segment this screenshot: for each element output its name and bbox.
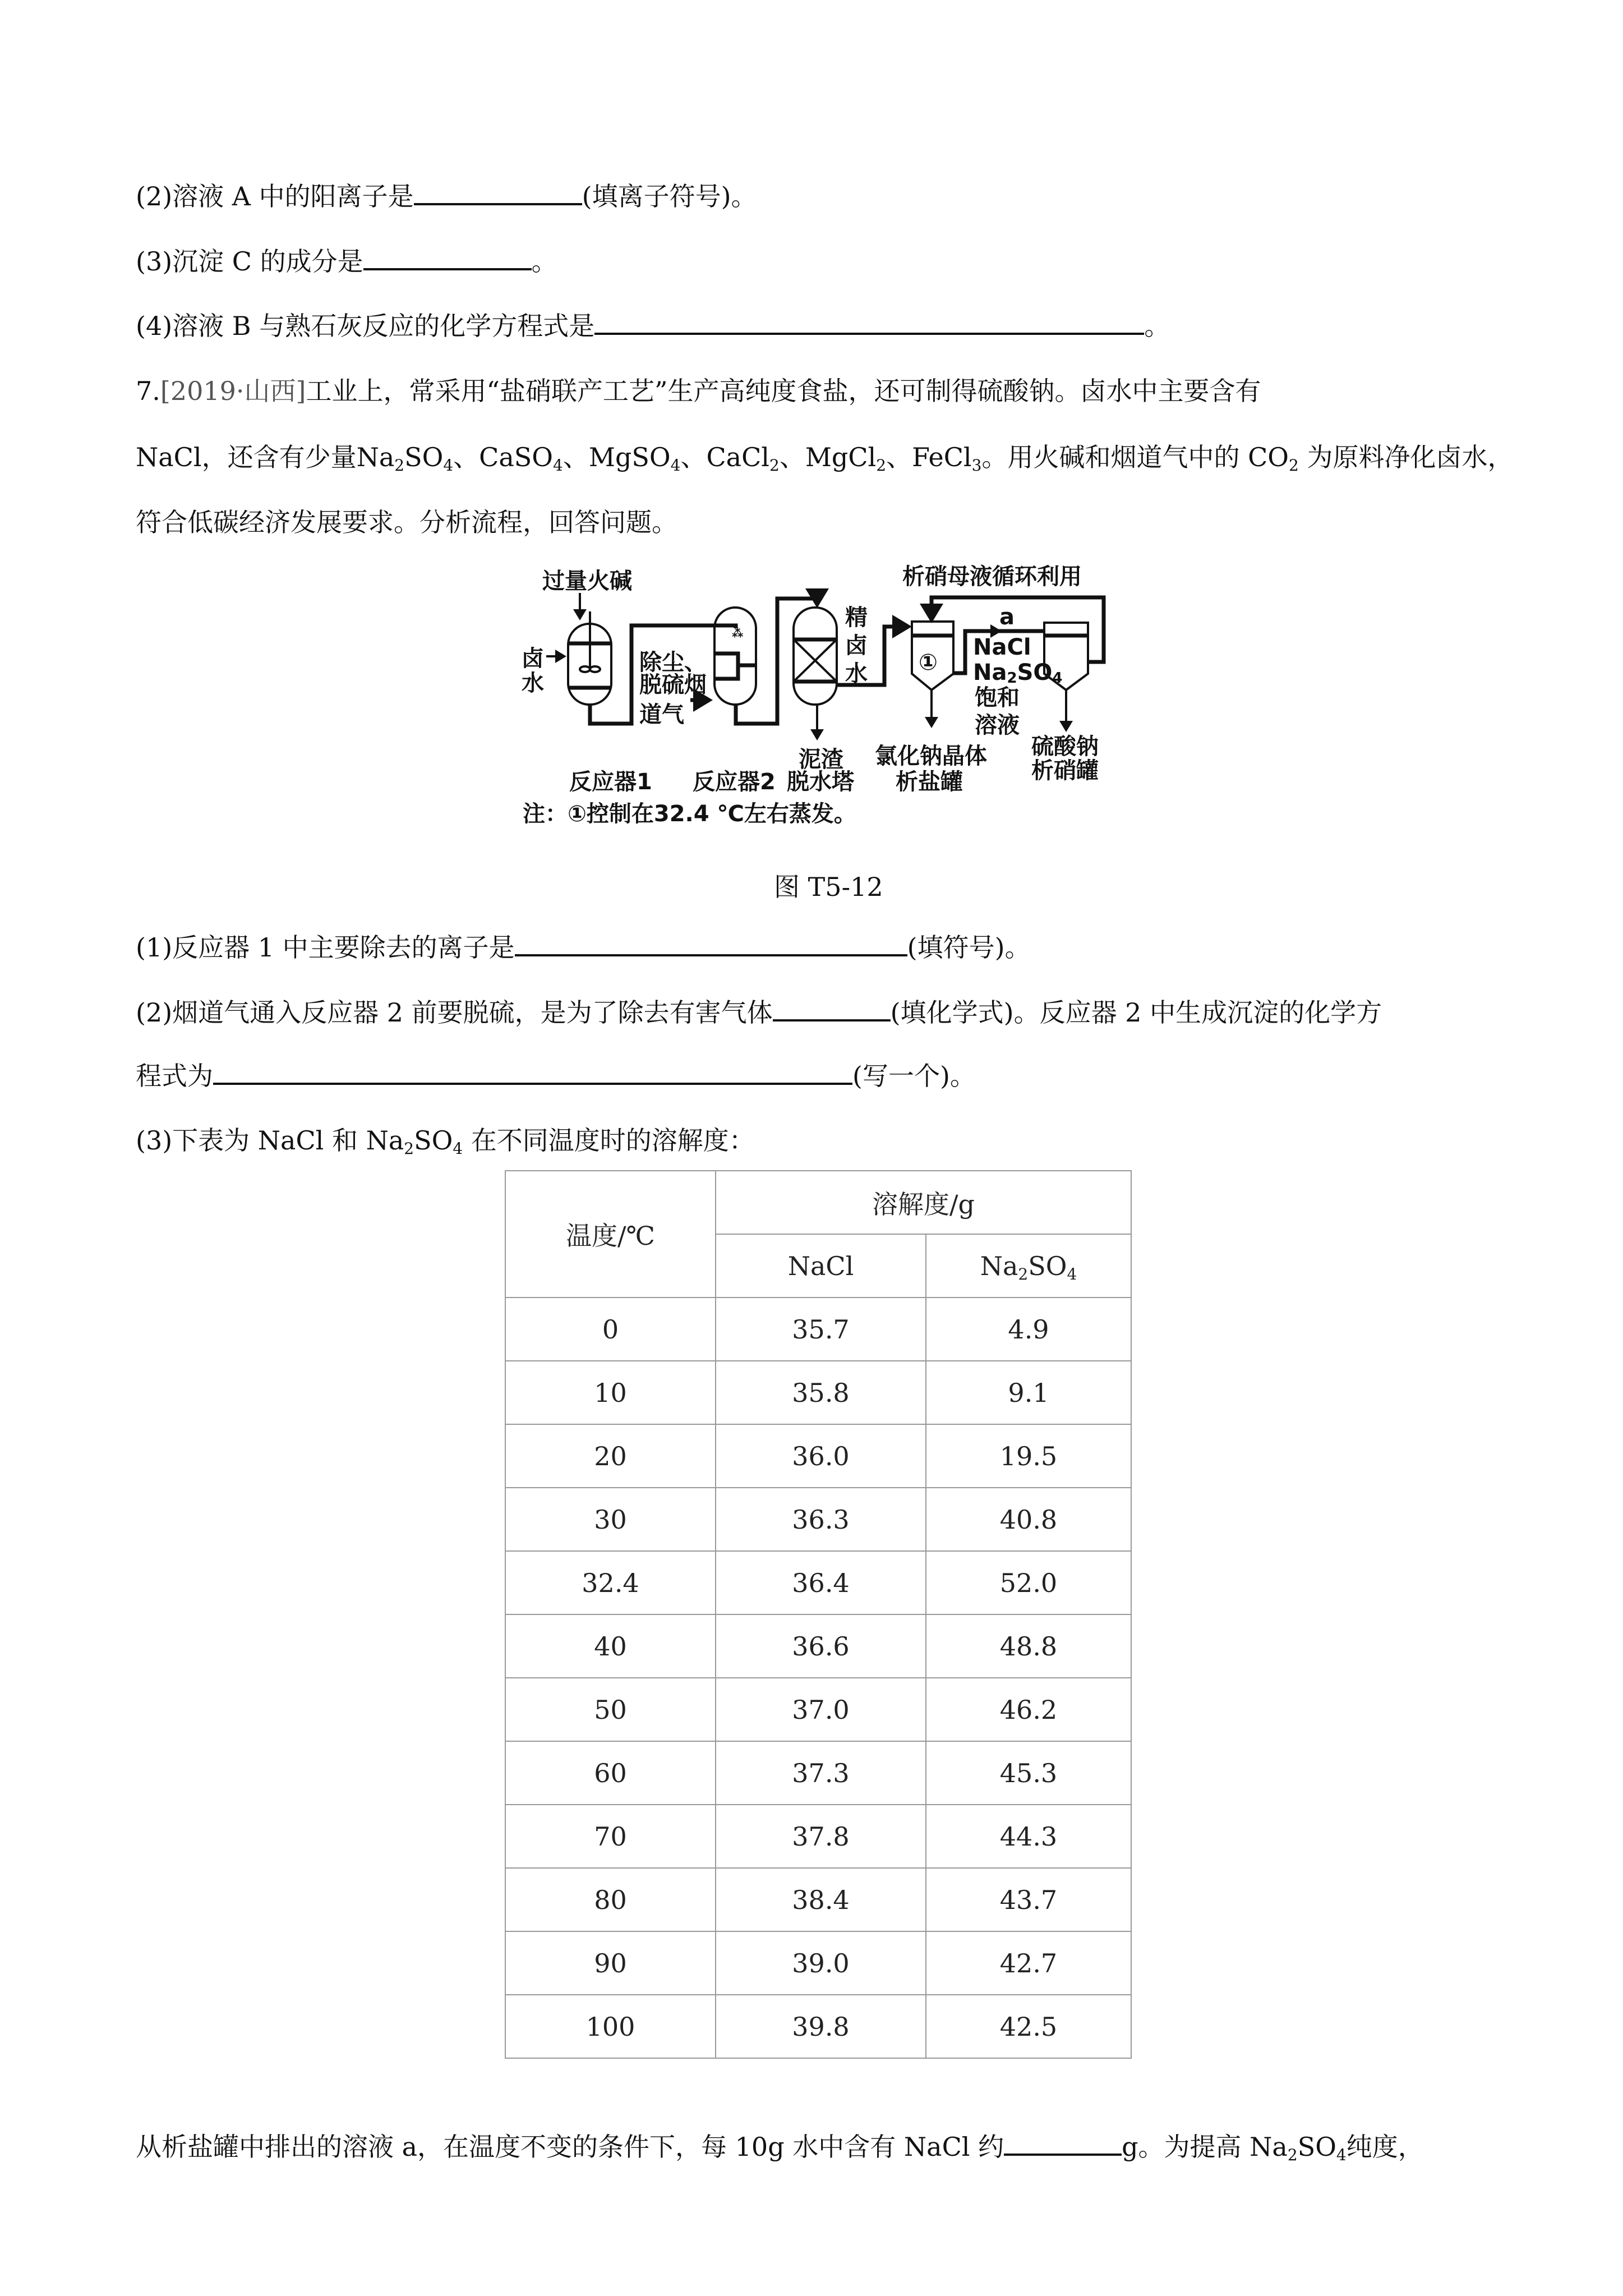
question-text: 。 — [1144, 311, 1170, 341]
text: g。为提高 Na — [1122, 2132, 1288, 2162]
text: (3)下表为 NaCl 和 Na — [136, 1125, 404, 1156]
subscript: 4 — [453, 1139, 463, 1158]
subscript: 2 — [404, 1139, 414, 1158]
label-flue-gas: 除尘、 — [639, 650, 707, 675]
process-flow-diagram — [505, 550, 1122, 841]
cell-na2so4: 44.3 — [926, 1805, 1131, 1868]
figure-caption: 图 T5-12 — [774, 872, 883, 902]
cell-na2so4: 19.5 — [926, 1424, 1131, 1488]
text: SO — [404, 442, 444, 472]
cell-na2so4: 43.7 — [926, 1868, 1131, 1931]
solubility-table — [505, 1170, 1132, 2059]
label-nacl-crystal: 氯化钠晶体 — [875, 743, 987, 769]
label-brine: 卤 — [522, 646, 544, 671]
cell-temperature: 80 — [505, 1868, 716, 1931]
label-solution: 溶液 — [975, 712, 1020, 738]
subscript: 2 — [876, 456, 887, 475]
text: 、MgCl — [779, 442, 877, 472]
question-text: 符合低碳经济发展要求。分析流程，回答问题。 — [136, 507, 677, 537]
cell-temperature: 90 — [505, 1931, 716, 1995]
label-solution-a: a — [999, 604, 1015, 630]
label-nitre-tank: 析硝罐 — [1031, 758, 1099, 784]
label-flue-gas: 脱硫烟 — [639, 672, 707, 698]
q7-part3 — [136, 1124, 755, 1157]
cell-nacl: 36.6 — [716, 1614, 926, 1678]
label-sodium-sulfate: 硫酸钠 — [1031, 734, 1099, 760]
question-text: 程式为 — [136, 1061, 213, 1091]
cell-nacl: 37.0 — [716, 1678, 926, 1741]
cell-temperature: 0 — [505, 1297, 716, 1361]
cell-na2so4: 48.8 — [926, 1614, 1131, 1678]
text: 在不同温度时的溶解度： — [463, 1125, 755, 1156]
cell-temperature: 100 — [505, 1995, 716, 2058]
answer-blank[interactable] — [213, 1060, 852, 1085]
table-row — [505, 1678, 1131, 1741]
text: 。用火碱和烟道气中的 CO — [981, 442, 1289, 472]
label-reactor2: 反应器2 — [693, 769, 776, 795]
question-number: 7. — [136, 376, 160, 406]
table-row — [505, 1614, 1131, 1678]
table-row — [505, 1488, 1131, 1551]
q7-intro-line1 — [136, 374, 1261, 408]
question-text: (3)沉淀 C 的成分是 — [136, 246, 363, 277]
question-text: (2)烟道气通入反应器 2 前要脱硫，是为了除去有害气体 — [136, 997, 773, 1028]
table-row — [505, 1424, 1131, 1488]
nitre-tank — [1044, 623, 1088, 690]
table-row — [505, 1868, 1131, 1931]
question-text: (填离子符号)。 — [582, 181, 757, 211]
cell-na2so4: 46.2 — [926, 1678, 1131, 1741]
cell-nacl: 35.7 — [716, 1297, 926, 1361]
answer-blank[interactable] — [414, 181, 582, 205]
header-nacl: NaCl — [716, 1234, 926, 1297]
q6-part2 — [136, 180, 757, 213]
label-flue-gas: 道气 — [639, 702, 684, 728]
label-refined-brine: 水 — [845, 661, 868, 687]
subscript: 4 — [1336, 2146, 1347, 2164]
q7-part2 — [136, 996, 1382, 1029]
subscript: 2 — [769, 456, 780, 475]
cell-nacl: 39.8 — [716, 1995, 926, 2058]
cell-na2so4: 52.0 — [926, 1551, 1131, 1614]
label-reactor1: 反应器1 — [569, 769, 652, 795]
question-source: [2019·山西] — [160, 376, 306, 406]
label-recycle: 析硝母液循环利用 — [902, 564, 1082, 590]
cell-temperature: 40 — [505, 1614, 716, 1678]
text: 、FeCl — [886, 442, 972, 472]
cell-temperature: 60 — [505, 1741, 716, 1805]
dewatering-tower — [794, 608, 837, 705]
question-text: (填符号)。 — [907, 932, 1031, 963]
cell-temperature: 50 — [505, 1678, 716, 1741]
subscript: 2 — [394, 456, 405, 475]
label-alkali: 过量火碱 — [542, 568, 632, 594]
cell-nacl: 36.0 — [716, 1424, 926, 1488]
subscript: 2 — [1289, 456, 1299, 475]
cell-temperature: 20 — [505, 1424, 716, 1488]
label-salt-tank: 析盐罐 — [896, 769, 963, 795]
question-text: (1)反应器 1 中主要除去的离子是 — [136, 932, 515, 963]
text: 、CaCl — [680, 442, 769, 472]
question-text: (写一个)。 — [852, 1061, 976, 1091]
table-row — [505, 1741, 1131, 1805]
q7-intro-line2 — [136, 440, 1513, 474]
cell-nacl: 37.8 — [716, 1805, 926, 1868]
label-brine: 水 — [522, 670, 544, 696]
cell-temperature: 32.4 — [505, 1551, 716, 1614]
question-text: 工业上，常采用“盐硝联产工艺”生产高纯度食盐，还可制得硫酸钠。卤水中主要含有 — [306, 376, 1261, 406]
answer-blank[interactable] — [1004, 2131, 1122, 2156]
cell-na2so4: 42.5 — [926, 1995, 1131, 2058]
subscript: 3 — [971, 456, 982, 475]
question-text: 。 — [531, 246, 557, 277]
note-marker: ① — [919, 650, 938, 675]
header-temperature: 温度/℃ — [505, 1171, 716, 1297]
q7-part1 — [136, 931, 1031, 964]
cell-temperature: 70 — [505, 1805, 716, 1868]
subscript: 4 — [553, 456, 563, 475]
subscript: 4 — [443, 456, 454, 475]
reactor2-vessel — [714, 608, 756, 705]
cell-na2so4: 40.8 — [926, 1488, 1131, 1551]
header-solubility: 溶解度/g — [716, 1171, 1131, 1234]
label-refined-brine: 卤 — [845, 633, 868, 659]
cell-nacl: 35.8 — [716, 1361, 926, 1424]
subscript: 2 — [1287, 2146, 1298, 2164]
q7-part2-line2 — [136, 1059, 976, 1093]
cell-na2so4: 9.1 — [926, 1361, 1131, 1424]
question-text: (填化学式)。反应器 2 中生成沉淀的化学方 — [890, 997, 1382, 1028]
table-row — [505, 1551, 1131, 1614]
text: 、MgSO — [562, 442, 671, 472]
cell-na2so4: 4.9 — [926, 1297, 1131, 1361]
cell-nacl: 38.4 — [716, 1868, 926, 1931]
cell-temperature: 10 — [505, 1361, 716, 1424]
table-row — [505, 1995, 1131, 2058]
text: SO — [414, 1125, 453, 1156]
q6-part3 — [136, 245, 557, 278]
label-tower: 脱水塔 — [787, 769, 854, 795]
label-sludge: 泥渣 — [799, 747, 843, 772]
question-text: (4)溶液 B 与熟石灰反应的化学方程式是 — [136, 311, 595, 341]
cell-nacl: 37.3 — [716, 1741, 926, 1805]
cell-na2so4: 42.7 — [926, 1931, 1131, 1995]
text: 、CaSO — [453, 442, 554, 472]
q7-part3-question — [136, 2130, 1424, 2164]
table-row — [505, 1931, 1131, 1995]
subscript: 4 — [670, 456, 681, 475]
cell-temperature: 30 — [505, 1488, 716, 1551]
diagram-note: 注：①控制在32.4 ℃左右蒸发。 — [523, 801, 856, 827]
label-saturated: 饱和 — [975, 685, 1020, 711]
spray-icon: ⁂ — [732, 626, 744, 640]
answer-blank[interactable] — [515, 932, 907, 956]
label-nacl: NaCl — [973, 634, 1031, 660]
cell-na2so4: 45.3 — [926, 1741, 1131, 1805]
header-na2so4: $Na_2SO_4$ — [926, 1234, 1131, 1297]
table-row — [505, 1805, 1131, 1868]
cell-nacl: 36.4 — [716, 1551, 926, 1614]
label-na2so4: $Na_2SO_4$ — [973, 660, 1063, 687]
answer-blank[interactable] — [594, 310, 1144, 335]
cell-nacl: 39.0 — [716, 1931, 926, 1995]
question-text: 从析盐罐中排出的溶液 a，在温度不变的条件下，每 10g 水中含有 NaCl 约 — [136, 2132, 1004, 2162]
q7-intro-line3 — [136, 505, 677, 539]
cell-nacl: 36.3 — [716, 1488, 926, 1551]
q6-part4 — [136, 309, 1170, 343]
text: 纯度， — [1346, 2132, 1424, 2162]
answer-blank[interactable] — [773, 997, 891, 1022]
label-refined-brine: 精 — [845, 605, 868, 631]
table-row — [505, 1297, 1131, 1361]
text: NaCl，还含有少量Na — [136, 442, 395, 472]
text: SO — [1297, 2132, 1336, 2162]
table-row — [505, 1361, 1131, 1424]
text: 为原料净化卤水， — [1298, 442, 1514, 472]
answer-blank[interactable] — [363, 246, 532, 270]
question-text: (2)溶液 A 中的阳离子是 — [136, 181, 414, 211]
